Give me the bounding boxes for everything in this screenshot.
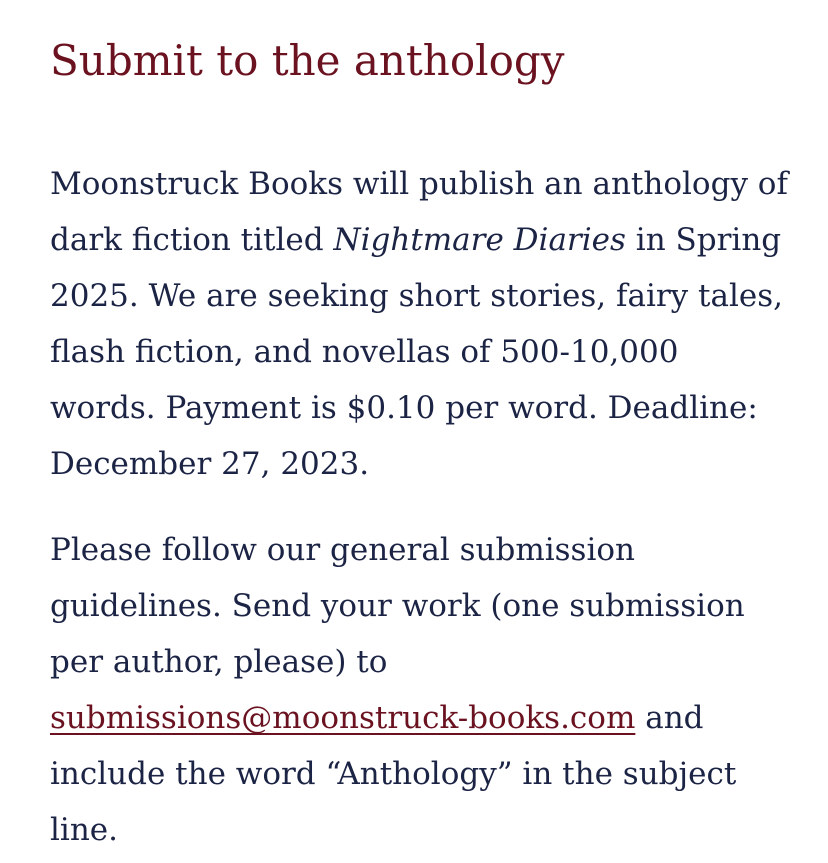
submissions-email-link[interactable]: submissions@moonstruck-books.com — [50, 700, 636, 736]
intro-text-lead: Moonstruck Books will publish an anthology of dark fiction titled — [50, 166, 788, 258]
guidelines-text-lead: Please follow our general submission guidelines. Send your work (one submission per author, please) to — [50, 532, 745, 680]
intro-text-details: in Spring 2025. We are seeking short stories, fairy tales, flash fiction, and novellas of 500-10,000 words. Payment is $0.10 per word. Deadline: December 27, 2023. — [50, 222, 784, 482]
anthology-title: Nightmare Diaries — [333, 222, 626, 258]
guidelines-paragraph — [50, 522, 790, 858]
guidelines-text-tail: and include the word “Anthology” in the subject line. — [50, 700, 737, 848]
intro-paragraph — [50, 156, 790, 492]
main-content — [50, 30, 790, 858]
page-title: Submit to the anthology — [50, 36, 565, 85]
